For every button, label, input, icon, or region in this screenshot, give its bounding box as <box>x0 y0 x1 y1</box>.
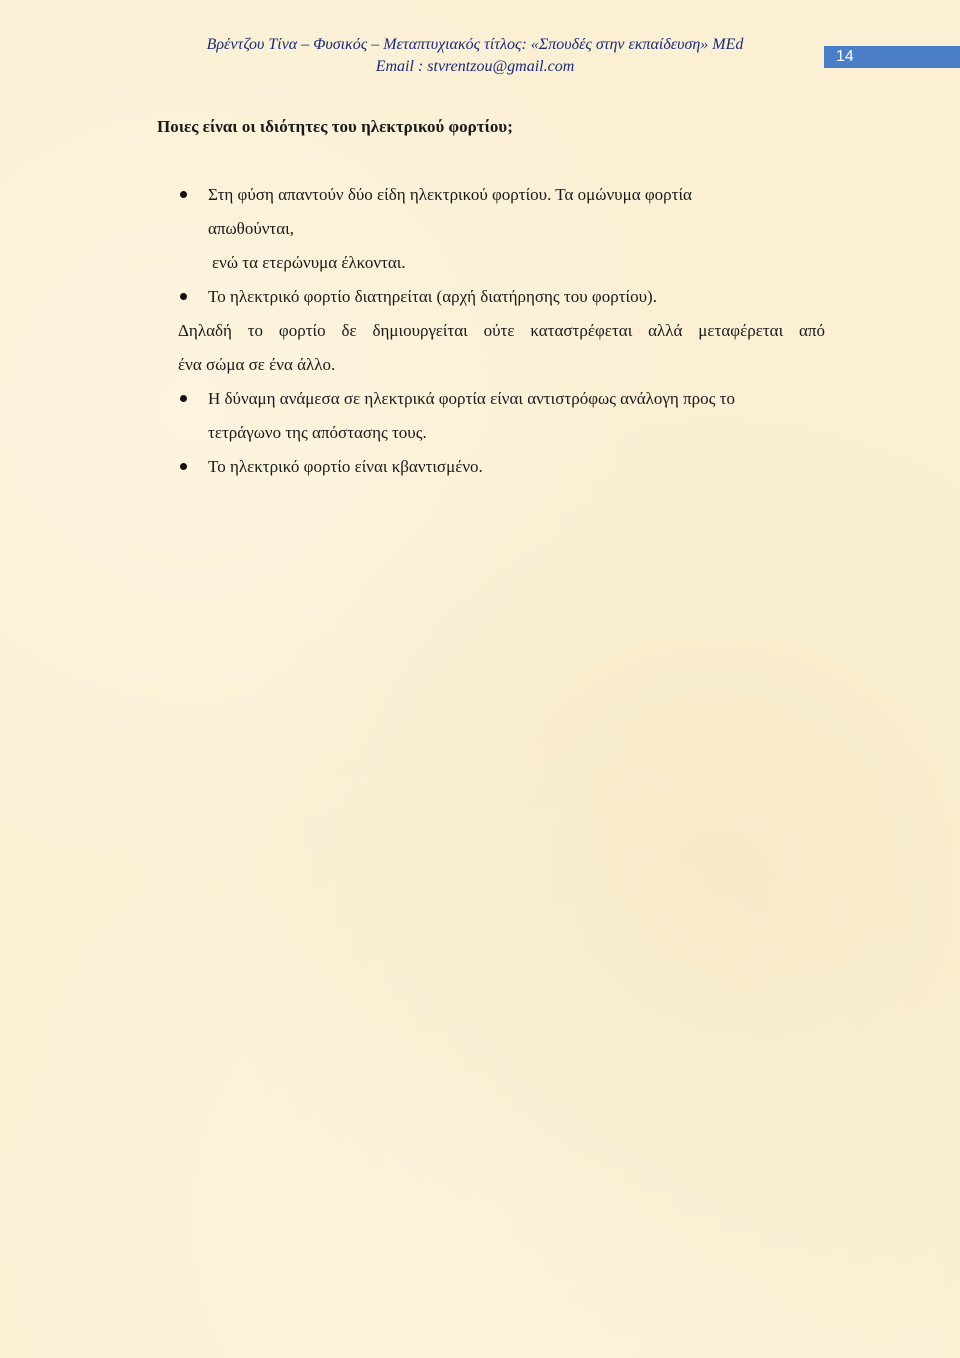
bullet-icon <box>180 463 187 470</box>
page-number-badge: 14 <box>824 46 960 68</box>
header-author-line: Βρέντζου Τίνα – Φυσικός – Μεταπτυχιακός τίτλος: «Σπουδές στην εκπαίδευση» MEd <box>206 36 744 53</box>
list-item <box>180 178 825 246</box>
list-item-text: Η δύναμη ανάμεσα σε ηλεκτρικά φορτία είναι αντιστρόφως ανάλογη προς το <box>208 389 735 408</box>
list-item <box>180 280 825 314</box>
list-item-text: απωθούνται, <box>208 219 294 238</box>
properties-list <box>180 178 825 484</box>
list-item <box>180 382 825 450</box>
list-item <box>180 450 825 484</box>
list-item-text: Το ηλεκτρικό φορτίο διατηρείται (αρχή διατήρησης του φορτίου). <box>208 287 657 306</box>
bullet-icon <box>180 293 187 300</box>
page-header <box>130 34 820 78</box>
section-question-heading: Ποιες είναι οι ιδιότητες του ηλεκτρικού φορτίου; <box>157 117 513 136</box>
paragraph-text: ένα σώμα σε ένα άλλο. <box>178 355 336 374</box>
list-item-text: Το ηλεκτρικό φορτίο είναι κβαντισμένο. <box>208 457 483 476</box>
bullet-icon <box>180 395 187 402</box>
list-item-text: Στη φύση απαντούν δύο είδη ηλεκτρικού φορτίου. Τα ομώνυμα φορτία <box>208 185 692 204</box>
bullet-icon <box>180 191 187 198</box>
list-item-text: τετράγωνο της απόστασης τους. <box>208 423 427 442</box>
paragraph-text: Δηλαδή το φορτίο δε δημιουργείται ούτε καταστρέφεται αλλά μεταφέρεται από <box>178 321 825 340</box>
header-email-line: Email : stvrentzou@gmail.com <box>375 58 575 75</box>
list-item-continuation: ενώ τα ετερώνυμα έλκονται. <box>212 253 406 272</box>
